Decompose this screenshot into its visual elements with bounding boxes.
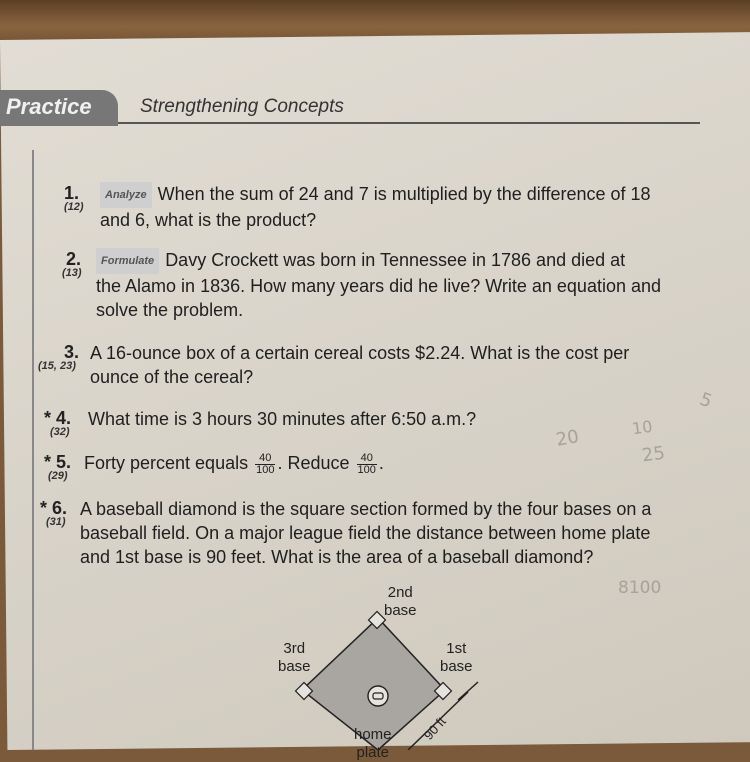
third-base-label-line-2: base [278,658,311,675]
third-base-label [278,640,311,676]
fraction-a-denominator: 100 [256,463,275,476]
section-title: Strengthening Concepts [140,96,344,117]
second-base-label-line-1: 2nd [387,584,413,601]
practice-tab [0,90,118,126]
home-plate-label-line-1: home [354,726,392,743]
problem-3-ref: (15, 23) [38,360,76,372]
problem-3-line-1: A 16-ounce box of a certain cereal costs $2.24. What is the cost per [90,343,630,363]
handwritten-note-d: 5 [696,388,715,413]
problem-2-line-1: Davy Crockett was born in Tennessee in 1786 and died at [165,250,626,270]
home-plate-label-line-2: plate [356,744,390,761]
problem-1-number: 1. [64,183,80,203]
problem-5-text-a: Forty percent equals [84,453,249,473]
problem-5-text-c: . [378,453,384,473]
problem-4-ref: (32) [50,426,70,438]
practice-label: Practice [6,94,92,119]
baseball-diamond-figure [278,582,490,761]
problem-5-text-b: . Reduce [277,453,350,473]
home-plate-label [354,726,392,762]
analyze-badge: Analyze [100,182,152,208]
formulate-badge: Formulate [96,248,159,274]
problem-6-number: * 6. [40,498,68,518]
problem-2-number: 2. [66,249,82,269]
problem-2-line-3: solve the problem. [96,300,244,320]
fraction-40-100-a [255,453,275,476]
fraction-b-denominator: 100 [357,463,376,476]
problem-5-number: * 5. [44,452,72,472]
problem-6-line-3: and 1st base is 90 feet. What is the area of a baseball diamond? [80,547,594,567]
distance-label: 90 ft [420,713,449,743]
handwritten-answer-6: 8100 [618,578,662,598]
first-base-label [440,640,473,676]
problem-6-line-1: A baseball diamond is the square section formed by the four bases on a [80,499,652,519]
problem-3-number: 3. [64,342,80,362]
third-base-label-line-1: 3rd [283,640,306,657]
fraction-40-100-b [357,453,377,476]
problem-3-line-2: ounce of the cereal? [90,367,254,387]
problem-2-ref: (13) [62,267,82,279]
distance-tick-top [458,682,478,700]
problem-5-ref: (29) [48,470,68,482]
problem-1-text [100,182,651,232]
handwritten-note-c: 25 [640,442,667,467]
margin-line [32,150,34,750]
fraction-b-numerator: 40 [357,453,377,465]
fraction-a-numerator: 40 [255,453,275,465]
problem-4-text: What time is 3 hours 30 minutes after 6:50 a.m.? [88,409,477,429]
header-divider [118,122,700,124]
problem-1-line-1: When the sum of 24 and 7 is multiplied by the difference of 18 [157,184,651,204]
problem-5-text [84,451,384,476]
problem-2-line-2: the Alamo in 1836. How many years did he live? Write an equation and [96,276,662,296]
first-base-label-line-2: base [440,658,473,675]
first-base-label-line-1: 1st [446,640,467,657]
problem-6-ref: (31) [46,516,66,528]
problem-1-ref: (12) [64,201,84,213]
problem-6-text [80,497,651,569]
handwritten-note-a: 20 [554,426,581,451]
handwritten-note-b: 10 [630,416,654,439]
problem-6-line-2: baseball field. On a major league field the distance between home plate [80,523,651,543]
second-base-label [384,584,417,620]
pitchers-mound [368,686,388,706]
second-base-label-line-2: base [384,602,417,619]
problem-2-text [96,248,661,322]
problem-1-line-2: and 6, what is the product? [100,210,317,230]
problem-4-number: * 4. [44,408,72,428]
problem-3-text [90,341,629,389]
